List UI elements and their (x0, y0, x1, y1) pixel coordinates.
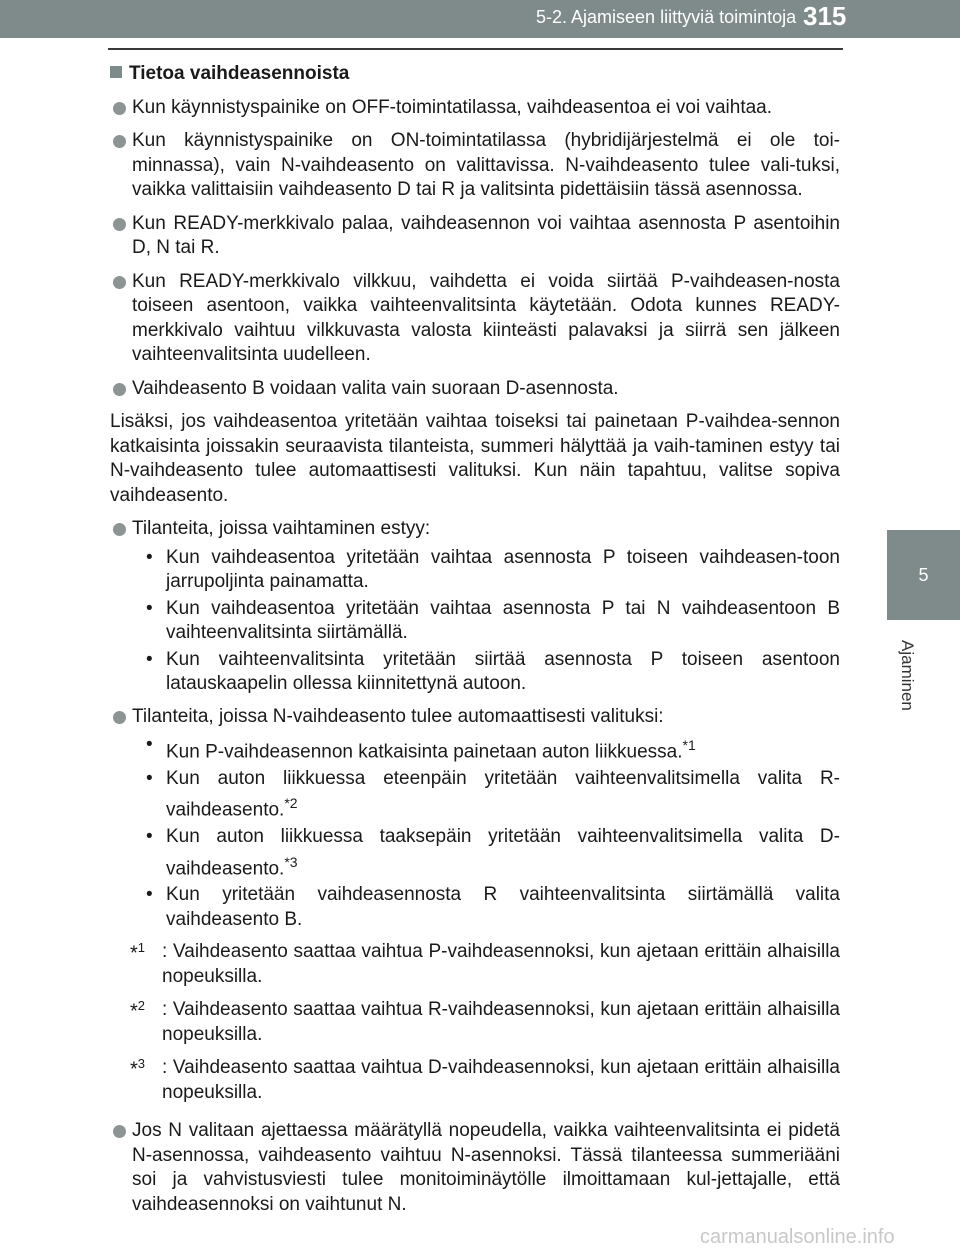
footnote-mark: * (130, 1059, 138, 1082)
list-item-text: Tilanteita, joissa N-vaihdeasento tulee automaattisesti valituksi: (132, 705, 664, 727)
list-item-text: Kun käynnistyspainike on ON-toimintatilassa (hybridijärjestelmä ei ole toi-minnassa), vain N-vaihdeasento on valittavissa. N-vaihdeasento tulee vali-tuksi, vaikka valittaisiin vaihdeasento D tai R ja valitsinta pidettäisiin tässä asennossa. (132, 130, 840, 200)
list-item (110, 517, 840, 542)
sub-item: • Kun vaihteenvalitsinta yritetään siirtää asennosta P toiseen asentoon latauskaapelin ollessa kiinnitettynä autoon. (146, 648, 840, 694)
list-item-text: Jos N valitaan ajettaessa määrätyllä nopeudella, vaikka vaihteenvalitsinta ei pidetä N-asennossa, vaihdeasento vaihtuu N-asennoksi. Tässä tilanteessa summeriääni soi ja vahvistusviesti tulee monitoiminäytölle ilmoittamaan kul-jettajalle, että vaihdeasennoksi on vaihtunut N. (132, 1120, 840, 1215)
footnote-ref: 1 (137, 940, 146, 956)
chapter-number: 5 (887, 530, 960, 620)
square-bullet-icon (110, 66, 122, 78)
footnote-ref: 2 (289, 795, 298, 812)
sub-item: • Kun auton liikkuessa taaksepäin yritetään vaihteenvalitsimella valita D-vaihdeasento.$^{*3}$ (146, 826, 840, 879)
list-item (110, 705, 840, 730)
footnote-mark: * (284, 795, 290, 812)
footnote-mark: * (284, 853, 290, 870)
list-item-text: Tilanteita, joissa vaihtaminen estyy: (132, 518, 431, 539)
sub-item-text: Kun auton liikkuessa taaksepäin yritetään vaihteenvalitsimella valita D-vaihdeasento. (166, 826, 840, 879)
round-bullet-icon (113, 383, 126, 396)
sub-item: • Kun vaihdeasentoa yritetään vaihtaa asennosta P toiseen vaihdeasen-toon jarrupoljinta painamatta. (146, 546, 840, 592)
list-item (110, 1119, 840, 1217)
round-bullet-icon (113, 218, 126, 231)
footnote-ref: 1 (687, 737, 696, 753)
footnote (110, 998, 840, 1047)
list-item (110, 96, 840, 121)
round-bullet-icon (113, 711, 126, 724)
list-item (110, 377, 840, 402)
sub-item-text: Kun vaihdeasentoa yritetään vaihtaa asennosta P tai N vaihdeasentoon B vaihteenvalitsinta siirtämällä. (166, 597, 840, 643)
footnote (110, 1056, 840, 1105)
sub-item: • Kun auton liikkuessa eteenpäin yritetään vaihteenvalitsimella valita R-vaihdeasento.$^{*2}$ (146, 767, 840, 821)
page-number: 315 (803, 1, 847, 31)
list-item-text: Vaihdeasento B voidaan valita vain suoraan D-asennosta. (132, 377, 619, 399)
footnote-text: : Vaihdeasento saattaa vaihtua P-vaihdeasennoksi, kun ajetaan erittäin alhaisilla nopeuksilla. (162, 941, 840, 987)
round-bullet-icon (113, 102, 126, 115)
header-rule (108, 48, 843, 50)
footnote-text: : Vaihdeasento saattaa vaihtua R-vaihdeasennoksi, kun ajetaan erittäin alhaisilla nopeuksilla. (162, 999, 840, 1045)
sub-item-text: Kun P-vaihdeasennon katkaisinta painetaan auton liikkuessa. (166, 741, 683, 763)
sub-item-text: Kun auton liikkuessa eteenpäin yritetään vaihteenvalitsimella valita R-vaihdeasento. (166, 767, 840, 821)
section-title: 5-2. Ajamiseen liittyviä toimintoja (536, 7, 797, 27)
footnote-mark: * (682, 737, 688, 753)
chapter-label: Ajaminen (898, 640, 917, 711)
footnote-ref: 2 (137, 998, 146, 1014)
list-item-text: Kun käynnistyspainike on OFF-toimintatilassa, vaihdeasentoa ei voi vaihtaa. (132, 96, 773, 118)
sub-item: • Kun P-vaihdeasennon katkaisinta painetaan auton liikkuessa.$^{*1}$ (146, 734, 696, 763)
page-content (110, 62, 840, 1226)
footnote-mark: * (130, 1001, 138, 1024)
list-item (110, 212, 840, 261)
sub-item-text: Kun vaihteenvalitsinta yritetään siirtää asennosta P toiseen asentoon latauskaapelin ollessa kiinnitettynä autoon. (166, 648, 840, 694)
section-heading (110, 62, 840, 87)
list-item-text: Kun READY-merkkivalo vilkkuu, vaihdetta ei voida siirtää P-vaihdeasen-nosta toiseen asentoon, vaikka vaihteenvalitsinta käytetään. Odota kunnes READY-merkkivalo vaihtuu vilkkuvasta valosta kiinteästi palavaksi ja siirrä sen jälkeen vaihteenvalitsinta uudelleen. (132, 270, 840, 365)
round-bullet-icon (113, 135, 126, 148)
section-heading-text: Tietoa vaihdeasennoista (129, 63, 350, 84)
round-bullet-icon (113, 523, 126, 536)
footnote-text: : Vaihdeasento saattaa vaihtua D-vaihdeasennoksi, kun ajetaan erittäin alhaisilla nopeuksilla. (162, 1057, 840, 1103)
sub-item-text: Kun yritetään vaihdeasennosta R vaihteenvalitsinta siirtämällä valita vaihdeasento B. (166, 884, 840, 930)
footnote-ref: 3 (137, 1056, 146, 1072)
sub-item-text: Kun vaihdeasentoa yritetään vaihtaa asennosta P toiseen vaihdeasen-toon jarrupoljinta painamatta. (166, 546, 840, 592)
footnote (110, 940, 840, 989)
header-bar (0, 0, 960, 38)
sub-item: • Kun yritetään vaihdeasennosta R vaihteenvalitsinta siirtämällä valita vaihdeasento B. (146, 884, 840, 930)
round-bullet-icon (113, 1125, 126, 1138)
list-item (110, 270, 840, 368)
watermark: carmanualsonline.info (700, 1226, 895, 1248)
list-item-text: Kun READY-merkkivalo palaa, vaihdeasennon voi vaihtaa asennosta P asentoihin D, N tai R. (132, 212, 840, 258)
list-item (110, 129, 840, 203)
round-bullet-icon (113, 276, 126, 289)
footnote-mark: * (130, 943, 138, 966)
sub-item: • Kun vaihdeasentoa yritetään vaihtaa asennosta P tai N vaihdeasentoon B vaihteenvalitsinta siirtämällä. (146, 597, 840, 643)
body-paragraph: Lisäksi, jos vaihdeasentoa yritetään vaihtaa toiseksi tai painetaan P-vaihdea-sennon katkaisinta joissakin seuraavista tilanteista, summeri hälyttää ja vaih-taminen estyy tai N-vaihdeasento tulee automaattisesti valituksi. Kun näin tapahtuu, valitse sopiva vaihdeasento. (110, 411, 840, 506)
footnote-ref: 3 (289, 853, 298, 870)
